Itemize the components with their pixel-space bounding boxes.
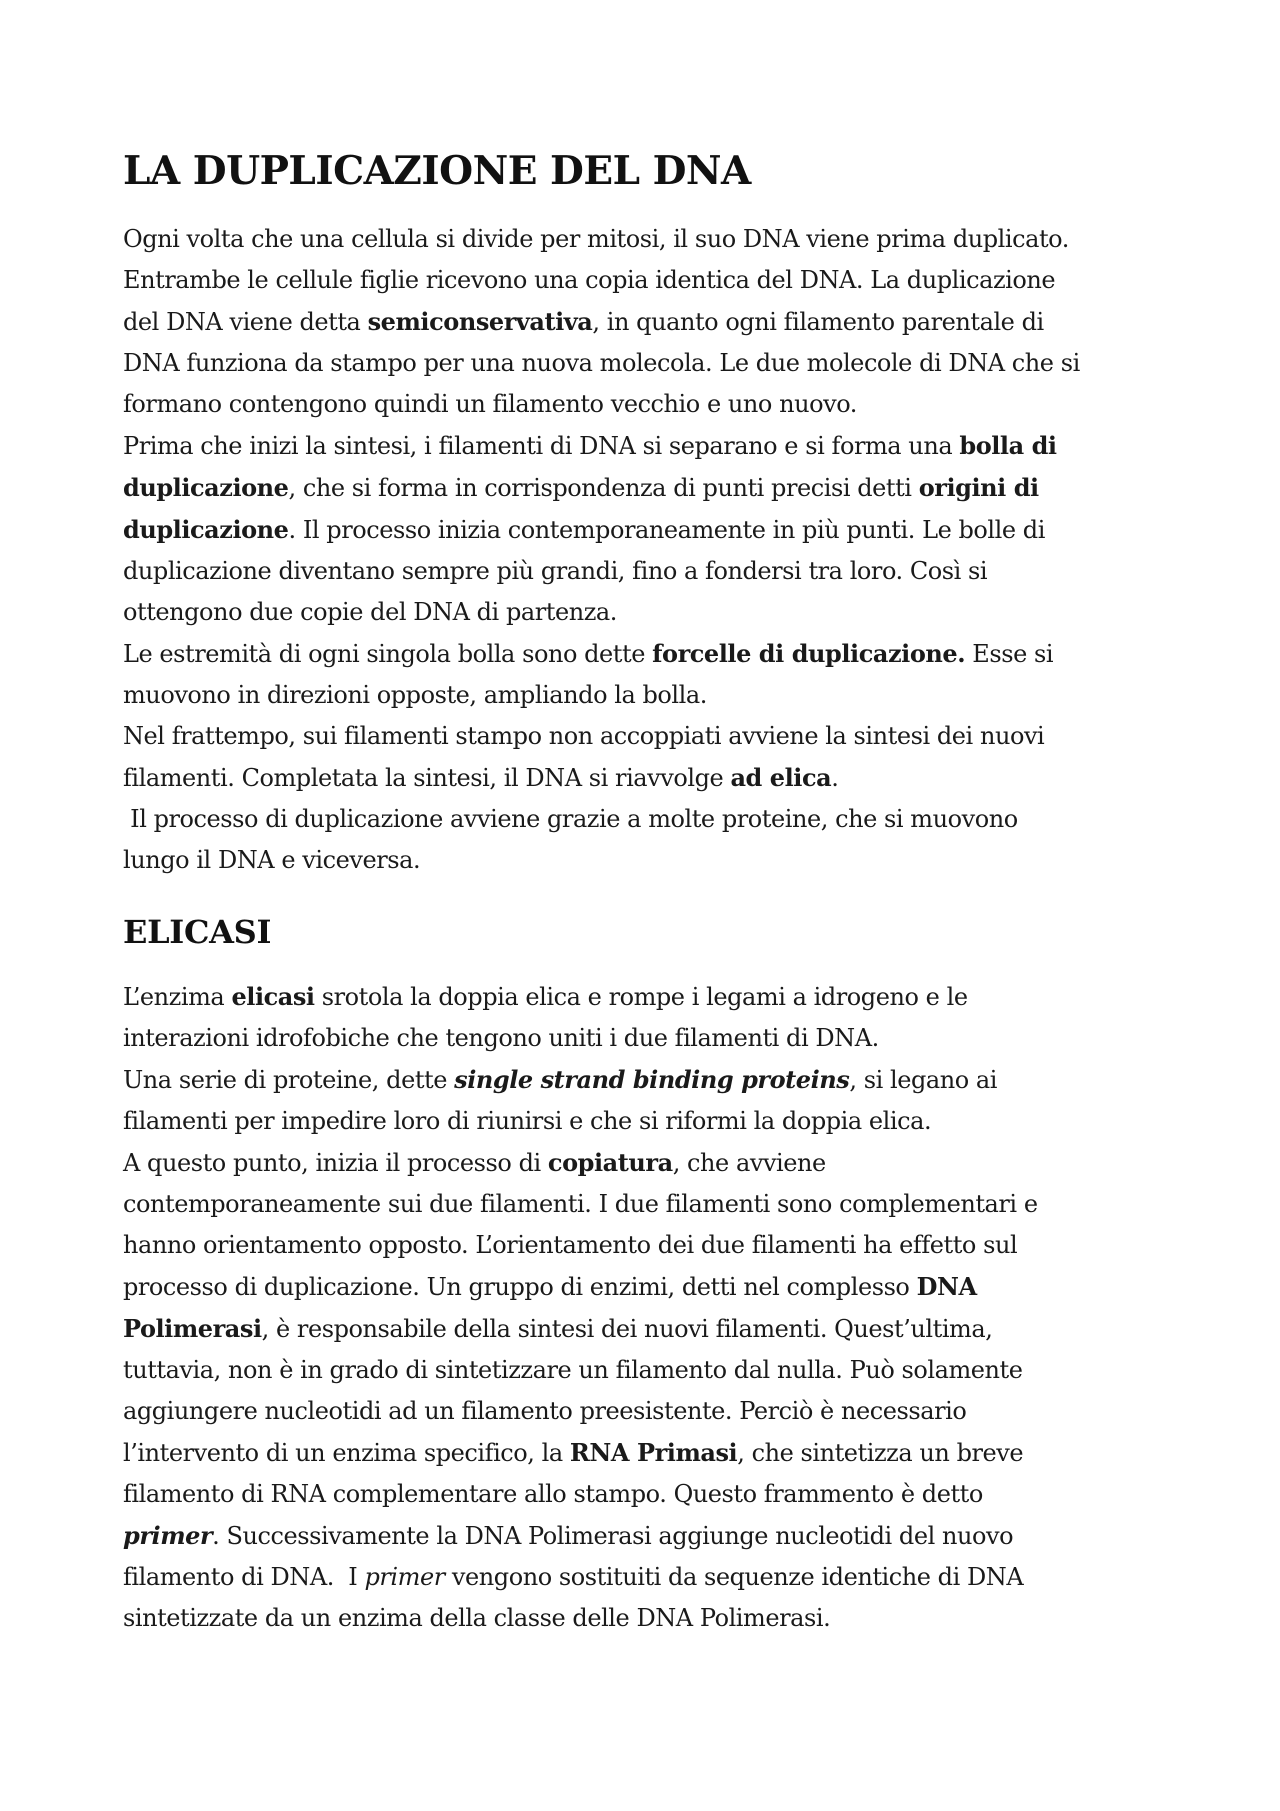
text-line <box>123 1018 1183 1059</box>
text-span: aggiungere nucleotidi ad un filamento preesistente. Perciò è necessario <box>123 1397 967 1426</box>
text-span: muovono in direzioni opposte, ampliando la bolla. <box>123 680 707 709</box>
bold-term: origini di <box>918 472 1039 502</box>
bold-term: Polimerasi <box>123 1314 262 1344</box>
text-span: , che sintetizza un breve <box>737 1439 1024 1468</box>
bold-italic-term: primer <box>123 1521 213 1551</box>
bold-term: duplicazione <box>123 472 289 502</box>
text-span: ottengono due copie del DNA di partenza. <box>123 597 617 626</box>
text-line <box>123 1059 1183 1101</box>
text-line <box>123 551 1183 592</box>
text-span: interazioni idrofobiche che tengono uniti i due filamenti di DNA. <box>123 1024 879 1053</box>
text-line <box>123 592 1183 633</box>
text-span: . Il processo inizia contemporaneamente in più punti. Le bolle di <box>288 515 1045 544</box>
text-line <box>123 633 1183 675</box>
text-span: contemporaneamente sui due filamenti. I due filamenti sono complementari e <box>123 1190 1038 1219</box>
section-heading-elicasi: ELICASI <box>123 912 272 951</box>
bold-term: copiatura <box>547 1148 673 1178</box>
text-line <box>123 716 1183 757</box>
bold-term: bolla di <box>959 430 1057 460</box>
text-span: l’intervento di un enzima specifico, la <box>123 1439 570 1468</box>
text-line <box>123 757 1183 799</box>
text-span: Le estremità di ogni singola bolla sono dette <box>123 639 653 668</box>
text-line <box>123 1557 1183 1598</box>
bold-italic-term: single strand binding proteins <box>454 1065 850 1095</box>
text-span: filamenti. Completata la sintesi, il DNA si riavvolge <box>123 763 731 792</box>
text-line <box>123 1225 1183 1266</box>
text-span: hanno orientamento opposto. L’orientamento dei due filamenti ha effetto sul <box>123 1231 1018 1260</box>
text-span: tuttavia, non è in grado di sintetizzare un filamento dal nulla. Può solamente <box>123 1356 1023 1385</box>
bold-term: forcelle di duplicazione. <box>652 638 966 668</box>
text-line <box>123 675 1183 716</box>
text-span: A questo punto, inizia il processo di <box>123 1149 548 1178</box>
text-span: Nel frattempo, sui filamenti stampo non accoppiati avviene la sintesi dei nuovi <box>123 721 1045 750</box>
text-line <box>123 1350 1183 1391</box>
bold-term: semiconservativa <box>367 306 593 336</box>
text-span: Esse si <box>965 639 1054 668</box>
text-line <box>123 1474 1183 1515</box>
text-span: filamento di RNA complementare allo stampo. Questo frammento è detto <box>123 1480 983 1509</box>
text-line <box>123 799 1183 840</box>
text-span: Il processo di duplicazione avviene grazie a molte proteine, che si muovono <box>123 804 1018 833</box>
text-span: , che avviene <box>672 1149 826 1178</box>
text-line <box>123 343 1183 384</box>
text-span: Entrambe le cellule figlie ricevono una copia identica del DNA. La duplicazione <box>123 265 1056 294</box>
text-span: , si legano ai <box>849 1066 997 1095</box>
text-span: duplicazione diventano sempre più grandi, fino a fondersi tra loro. Così si <box>123 556 988 585</box>
text-line <box>123 425 1183 467</box>
bold-term: RNA Primasi <box>569 1438 738 1468</box>
italic-term: primer <box>364 1563 445 1592</box>
text-span: . <box>831 763 839 792</box>
text-line <box>123 1432 1183 1474</box>
document-page <box>123 150 1183 1639</box>
text-span: , in quanto ogni filamento parentale di <box>592 307 1044 336</box>
text-span: Prima che inizi la sintesi, i filamenti di DNA si separano e si forma una <box>123 431 960 460</box>
bold-term: elicasi <box>231 982 315 1012</box>
bold-term: ad elica <box>730 762 832 792</box>
text-line <box>123 1266 1183 1308</box>
bold-term: DNA <box>916 1272 977 1302</box>
text-line <box>123 219 1183 260</box>
text-span: Ogni volta che una cellula si divide per mitosi, il suo DNA viene prima duplicato. <box>123 224 1069 253</box>
text-span: , che si forma in corrispondenza di punti precisi detti <box>288 473 919 502</box>
text-span: , è responsabile della sintesi dei nuovi filamenti. Quest’ultima, <box>261 1315 993 1344</box>
text-span: L’enzima <box>123 983 232 1012</box>
text-line <box>123 1184 1183 1225</box>
text-line <box>123 1308 1183 1350</box>
text-line <box>123 509 1183 551</box>
elicasi-section <box>123 976 1183 1639</box>
text-line <box>123 384 1183 425</box>
text-span: filamento di DNA. I <box>123 1563 365 1592</box>
text-span: processo di duplicazione. Un gruppo di enzimi, detti nel complesso <box>123 1273 917 1302</box>
text-line <box>123 1515 1183 1557</box>
text-line <box>123 840 1183 881</box>
text-span: formano contengono quindi un filamento vecchio e uno nuovo. <box>123 389 857 418</box>
text-span: filamenti per impedire loro di riunirsi e che si riformi la doppia elica. <box>123 1107 932 1136</box>
text-line <box>123 1142 1183 1184</box>
bold-term: duplicazione <box>123 514 289 544</box>
text-span: del DNA viene detta <box>123 307 368 336</box>
text-span: sintetizzate da un enzima della classe delle DNA Polimerasi. <box>123 1604 831 1633</box>
text-span: Una serie di proteine, dette <box>123 1066 455 1095</box>
text-span: . Successivamente la DNA Polimerasi aggiunge nucleotidi del nuovo <box>212 1522 1014 1551</box>
text-line <box>123 1598 1183 1639</box>
text-line <box>123 1101 1183 1142</box>
page-title: LA DUPLICAZIONE DEL DNA <box>123 148 751 194</box>
text-span: DNA funziona da stampo per una nuova molecola. Le due molecole di DNA che si <box>123 348 1080 377</box>
text-line <box>123 260 1183 301</box>
text-span: vengono sostituiti da sequenze identiche di DNA <box>444 1563 1024 1592</box>
text-span: lungo il DNA e viceversa. <box>123 845 421 874</box>
text-span: srotola la doppia elica e rompe i legami a idrogeno e le <box>314 983 968 1012</box>
intro-section <box>123 219 1183 881</box>
text-line <box>123 301 1183 343</box>
text-line <box>123 467 1183 509</box>
text-line <box>123 976 1183 1018</box>
text-line <box>123 1391 1183 1432</box>
